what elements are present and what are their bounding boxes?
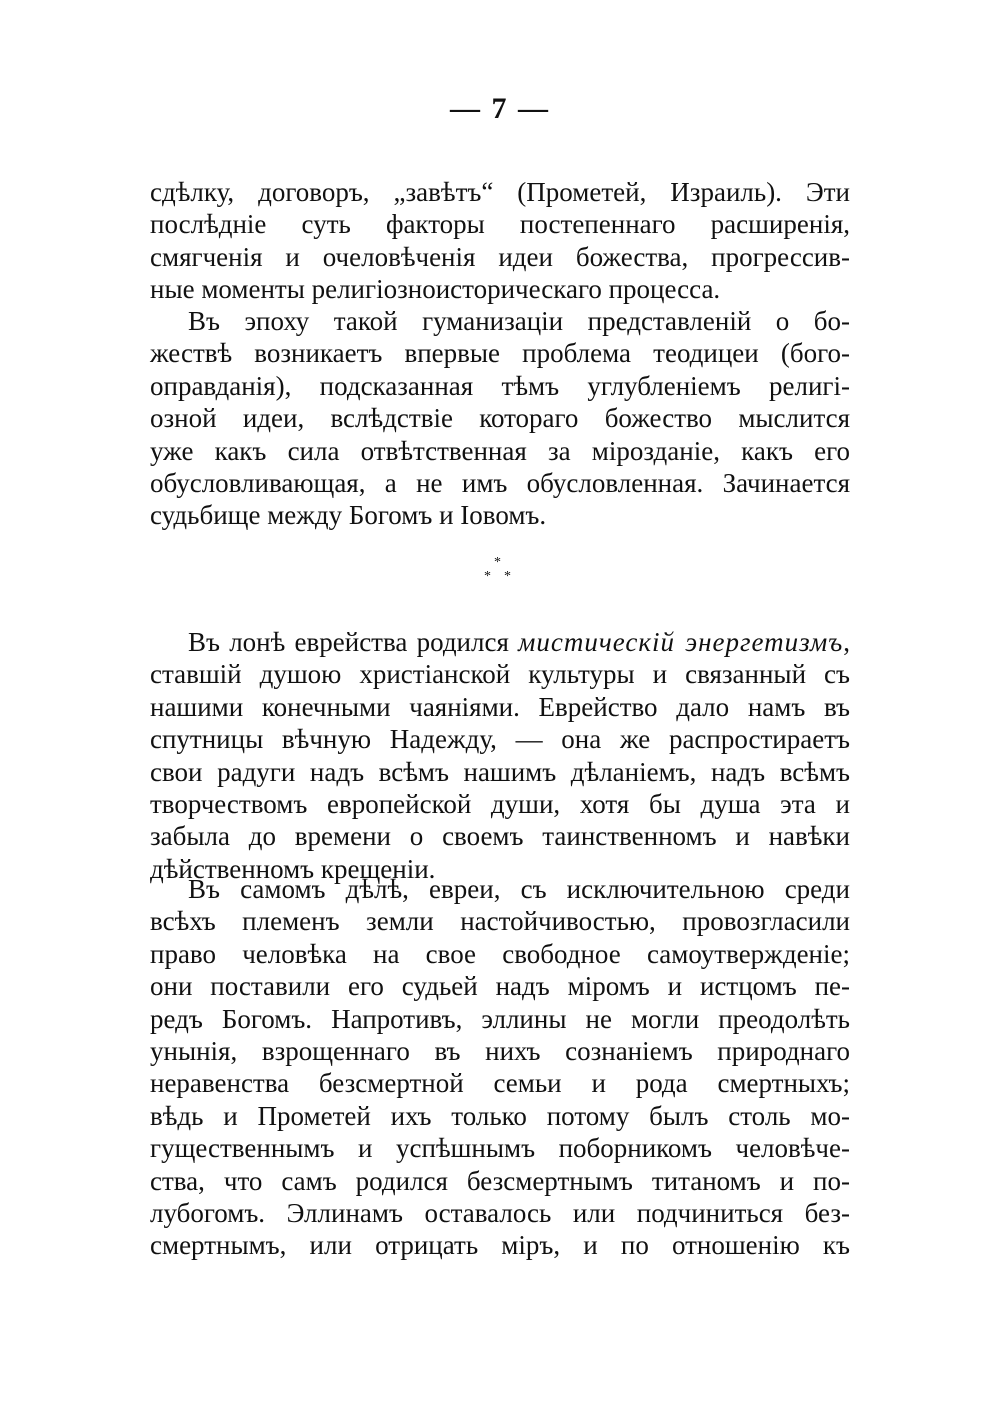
text-line: неравенства безсмертной семьи и рода смертныхъ;: [150, 1068, 850, 1099]
asterisk-icon: *: [484, 569, 491, 584]
asterisk-icon: *: [504, 569, 511, 584]
text-line: вѣдь и Прометей ихъ только потому былъ столь мо-: [150, 1100, 850, 1131]
text-line: жествѣ возникаетъ впервые проблема теодицеи (бого-: [150, 338, 850, 369]
text-line: обусловливающая, а не имъ обусловленная. Зачинается: [150, 467, 850, 498]
text-line: озной идеи, вслѣдствіе котораго божество мыслится: [150, 403, 850, 434]
text-line: дѣйственномъ крещеніи.: [150, 853, 436, 884]
section-separator: [470, 556, 530, 596]
text-line: творчествомъ европейской души, хотя бы душа эта и: [150, 788, 850, 819]
text-line: нашими конечными чаяніями. Еврейство дало намъ въ: [150, 691, 850, 722]
text-line: смертнымъ, или отрицать міръ, и по отношенію къ: [150, 1230, 850, 1261]
text-line: они поставили его судьей надъ міромъ и истцомъ пе-: [150, 971, 850, 1002]
text-line: ные моменты религіозноисторическаго процесса.: [150, 274, 721, 305]
text-line: право человѣка на свое свободное самоутвержденіе;: [150, 938, 850, 969]
text-line: редъ Богомъ. Напротивъ, эллины не могли преодолѣть: [150, 1003, 850, 1034]
text-line: забыла до времени о своемъ таинственномъ и навѣки: [150, 821, 850, 852]
text-line: гущественнымъ и успѣшнымъ поборникомъ человѣче-: [150, 1133, 850, 1164]
text-line: всѣхъ племенъ земли настойчивостью, провозгласили: [150, 906, 850, 937]
paragraph-3: [150, 626, 850, 885]
asterisk-icon: *: [494, 555, 501, 570]
paragraph-1: [150, 176, 850, 306]
text-run: ,: [843, 627, 850, 657]
text-run: Въ лонѣ еврейства родился: [188, 627, 519, 657]
text-line: оправданія), подсказанная тѣмъ углубленіемъ религі-: [150, 370, 850, 401]
text-line: послѣдніе суть факторы постепеннаго расширенія,: [150, 209, 850, 240]
text-line: судьбище между Богомъ и Іовомъ.: [150, 500, 547, 531]
text-line: ставшій душою христіанской культуры и связанный съ: [150, 659, 850, 690]
text-line: Въ самомъ дѣлѣ, евреи, съ исключительною среди: [188, 874, 850, 904]
text-line: сдѣлку, договоръ, „завѣтъ“ (Прометей, Израиль). Эти: [150, 177, 850, 207]
text-line: смягченія и очеловѣченія идеи божества, прогрессив-: [150, 241, 850, 272]
text-line: уже какъ сила отвѣтственная за мірозданіе, какъ его: [150, 435, 850, 466]
text-line: спутницы вѣчную Надежду, — она же распростираетъ: [150, 724, 850, 755]
page-number: — 7 —: [450, 92, 550, 125]
text-line: унынія, взрощеннаго въ нихъ сознаніемъ природнаго: [150, 1035, 850, 1066]
text-line: свои радуги надъ всѣмъ нашимъ дѣланіемъ, надъ всѣмъ: [150, 756, 850, 787]
text-line: [150, 626, 850, 658]
text-line: лубогомъ. Эллинамъ оставалось или подчиниться без-: [150, 1197, 850, 1228]
paragraph-4: [150, 873, 850, 1262]
text-line: ства, что самъ родился безсмертнымъ титаномъ и по-: [150, 1165, 850, 1196]
emphasized-term: мистическій энергетизмъ: [518, 627, 844, 657]
paragraph-2: [150, 305, 850, 532]
text-line: Въ эпоху такой гуманизаціи представленій о бо-: [188, 306, 850, 336]
